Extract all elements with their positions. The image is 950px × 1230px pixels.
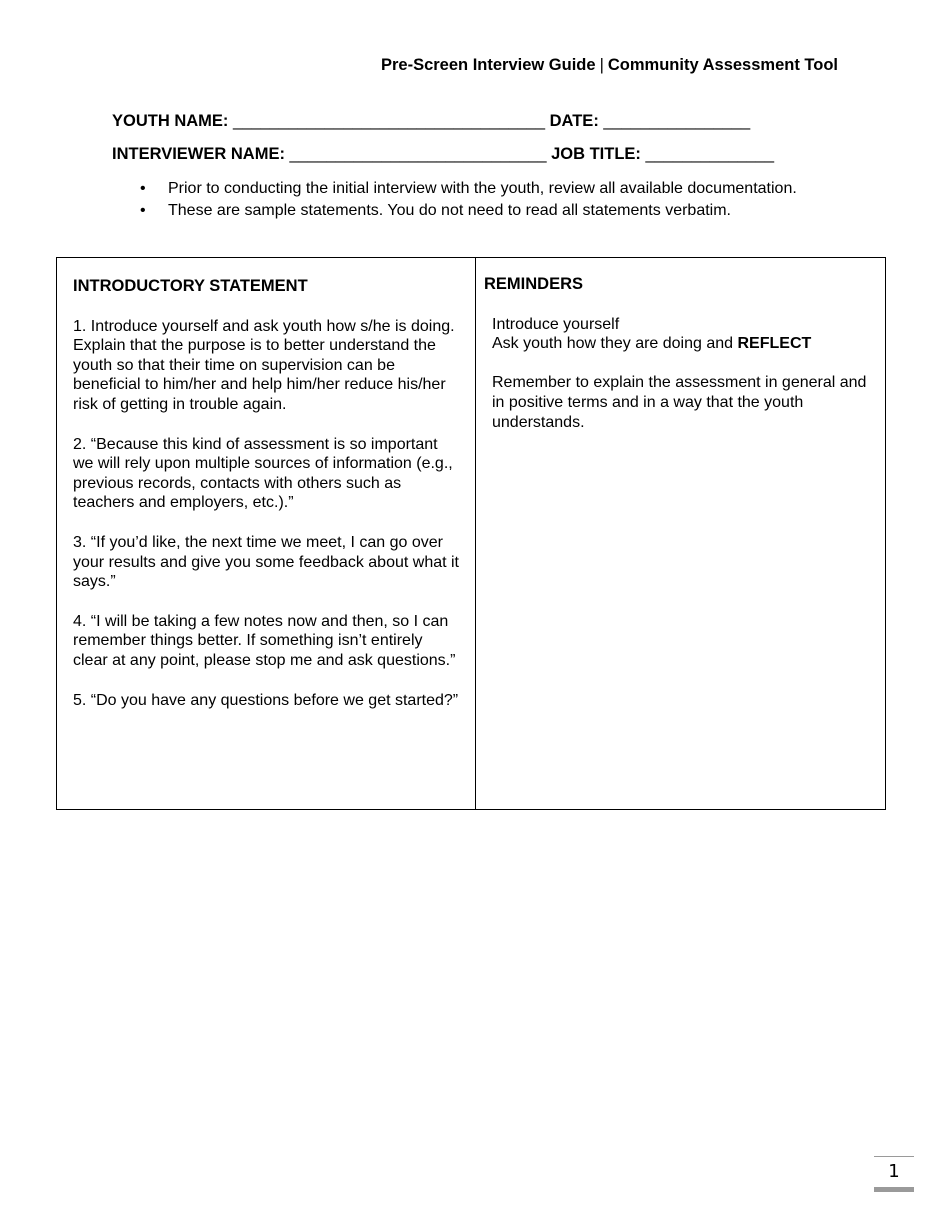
youth-name-field[interactable]: __________________________________ xyxy=(233,112,546,130)
document-header-title xyxy=(381,56,838,75)
interviewer-name-field[interactable]: ____________________________ xyxy=(289,145,547,163)
statement-item: 3. “If you’d like, the next time we meet, I can go over your results and give you some feedback about what it says.” xyxy=(73,533,459,591)
statement-item: 2. “Because this kind of assessment is so important we will rely upon multiple sources of information (e.g., previous records, contacts with others such as teachers and employers, etc.).” xyxy=(73,435,453,512)
reminder-paragraph: Remember to explain the assessment in general and in positive terms and in a way that the youth understands. xyxy=(492,374,867,431)
interviewer-name-label: INTERVIEWER NAME: xyxy=(112,145,285,163)
youth-name-label: YOUTH NAME: xyxy=(112,112,229,130)
statement-table xyxy=(56,257,886,810)
reminders-column xyxy=(476,258,885,809)
job-title-field[interactable]: ______________ xyxy=(645,145,775,163)
spacer xyxy=(492,354,873,374)
reminder-line xyxy=(492,334,873,354)
date-field[interactable]: ________________ xyxy=(603,112,751,130)
introductory-statement-heading: INTRODUCTORY STATEMENT xyxy=(73,277,308,295)
bullet-icon: • xyxy=(140,202,146,219)
introductory-statement-column xyxy=(57,258,476,809)
note-text: These are sample statements. You do not need to read all statements verbatim. xyxy=(168,202,731,219)
reminder-line: Introduce yourself xyxy=(492,315,620,333)
note-text: Prior to conducting the initial interview with the youth, review all available documentation. xyxy=(168,180,797,197)
reminders-body xyxy=(484,315,873,433)
statement-item: 1. Introduce yourself and ask youth how s/he is doing. Explain that the purpose is to better understand the youth so that their time on supervision can be beneficial to him/her and help him/her reduce his/her risk of getting in trouble again. xyxy=(73,317,455,413)
bullet-icon: • xyxy=(140,180,146,197)
interviewer-job-line xyxy=(112,145,774,164)
list-item xyxy=(140,178,820,200)
page-number: 1 xyxy=(874,1156,914,1192)
youth-date-line xyxy=(112,112,750,131)
statement-item: 4. “I will be taking a few notes now and then, so I can remember things better. If something isn’t entirely clear at any point, please stop me and ask questions.” xyxy=(73,612,456,669)
header-title-right: Community Assessment Tool xyxy=(607,56,838,74)
statement-item: 5. “Do you have any questions before we get started?” xyxy=(73,691,459,709)
job-title-label: JOB TITLE: xyxy=(551,145,641,163)
date-label: DATE: xyxy=(549,112,599,130)
reminder-line-text: Ask youth how they are doing and xyxy=(492,335,738,353)
reminders-heading: REMINDERS xyxy=(484,275,584,293)
header-separator: | xyxy=(599,56,604,74)
reflect-emphasis: REFLECT xyxy=(737,335,812,353)
header-title-left: Pre-Screen Interview Guide xyxy=(380,56,596,74)
instruction-list xyxy=(140,178,820,222)
list-item xyxy=(140,200,820,222)
